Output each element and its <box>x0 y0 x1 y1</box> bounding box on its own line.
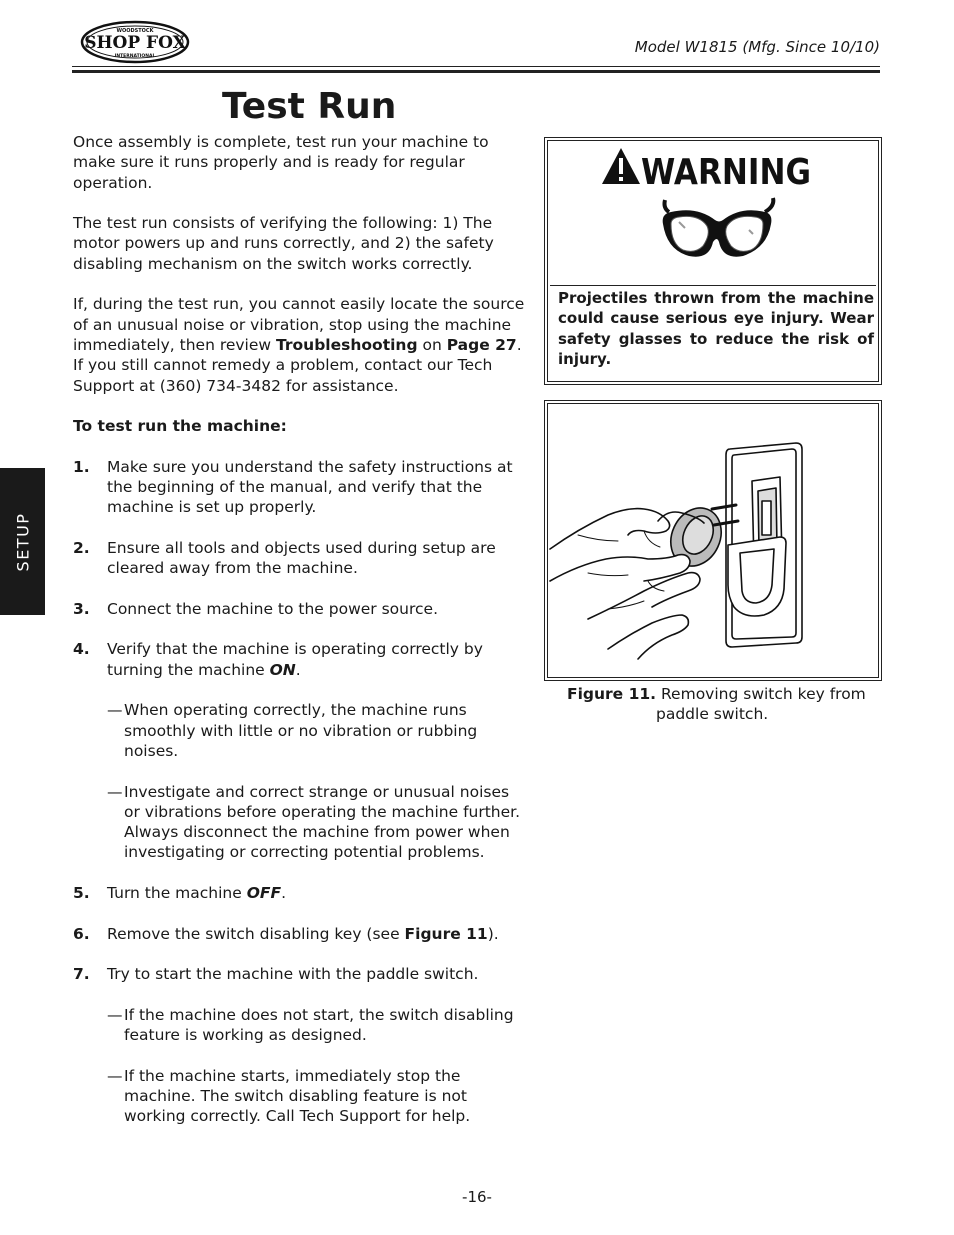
shop-fox-logo <box>80 20 190 68</box>
step-number: 7. <box>73 965 90 984</box>
figure-caption-line-2: paddle switch. <box>656 705 769 724</box>
page-title: Test Run <box>222 86 397 127</box>
step-text: Try to start the machine with the paddle switch. <box>107 965 479 984</box>
tech-support-text: If you still cannot remedy a problem, contact our Tech Support at (360) 734-3482 for assistance. <box>73 356 493 395</box>
figure-ref: Figure 11 <box>404 924 488 943</box>
logo-top-text: WOODSTOCK <box>116 28 154 34</box>
step-4-note-1 <box>73 700 525 761</box>
period: . <box>281 883 286 902</box>
header-rule-thin <box>72 66 880 67</box>
model-label: Model W1815 (Mfg. Since 10/10) <box>634 38 880 56</box>
step-5 <box>73 883 525 903</box>
step-7-note-2 <box>73 1066 525 1127</box>
step-3 <box>73 599 525 619</box>
figure-caption-text: Removing switch key from <box>660 685 866 703</box>
troubleshooting-text-on: on <box>417 335 447 354</box>
step-4 <box>73 639 525 680</box>
step-number: 5. <box>73 883 90 902</box>
off-label: OFF <box>246 883 282 902</box>
step-text: Ensure all tools and objects used during setup are cleared away from the machine. <box>107 538 496 578</box>
step-number: 3. <box>73 599 90 618</box>
note-text: When operating correctly, the machine runs smoothly with little or no vibration or rubbing noises. <box>124 701 478 760</box>
intro-paragraph: Once assembly is complete, test run your machine to make sure it runs properly and is ready for regular operation. <box>73 133 489 192</box>
step-6 <box>73 924 525 944</box>
period: . <box>516 335 522 354</box>
dash: — <box>107 701 123 720</box>
step-text-end: ). <box>487 924 499 943</box>
header-rule-thick <box>72 70 880 73</box>
step-text: Make sure you understand the safety instructions at the beginning of the manual, and verify that the machine is set up properly. <box>107 457 513 517</box>
figure-11-box <box>544 400 882 681</box>
step-1 <box>73 457 525 518</box>
warning-separator <box>550 285 876 286</box>
warning-heading-text: WARNING <box>641 152 811 193</box>
note-text: Investigate and correct strange or unusual noises or vibrations before operating the machine further. Always disconnect the machine from power when investigating or correcting potential problems. <box>124 782 521 862</box>
body-column <box>73 132 525 1147</box>
figure-caption-line-1 <box>567 684 887 704</box>
step-4-note-2 <box>73 782 525 863</box>
step-text: Verify that the machine is operating correctly by turning the machine <box>107 640 483 679</box>
page-number: -16- <box>462 1188 492 1206</box>
step-7-note-1 <box>73 1005 525 1046</box>
on-label: ON <box>269 660 296 679</box>
step-text: Remove the switch disabling key (see <box>107 924 405 943</box>
step-text: Connect the machine to the power source. <box>107 599 439 618</box>
dash: — <box>107 1005 123 1024</box>
procedure-heading-text: To test run the machine: <box>73 417 287 436</box>
period: . <box>295 660 301 679</box>
step-2 <box>73 538 525 579</box>
warning-box <box>544 137 882 385</box>
troubleshooting-paragraph <box>73 294 525 395</box>
warning-text: Projectiles thrown from the machine could cause serious eye injury. Wear safety glasses to reduce the risk of injury. <box>558 289 874 368</box>
step-number: 4. <box>73 640 90 659</box>
dash: — <box>107 1066 123 1085</box>
hand-removing-switch-key-illustration <box>548 409 874 675</box>
figure-caption <box>567 684 887 725</box>
section-tab <box>0 468 45 615</box>
procedure-heading <box>73 416 525 436</box>
dash: — <box>107 782 123 801</box>
note-text: If the machine does not start, the switch disabling feature is working as designed. <box>124 1005 514 1045</box>
step-number: 6. <box>73 924 90 943</box>
step-number: 1. <box>73 457 90 476</box>
test-run-description: The test run consists of verifying the following: 1) The motor powers up and runs correctly, and 2) the safety disabling mechanism on the switch works correctly. <box>73 214 494 273</box>
safety-glasses-icon <box>657 196 777 275</box>
step-7 <box>73 964 525 984</box>
warning-heading <box>601 146 816 192</box>
logo-wordmark: SHOP FOX <box>84 33 186 53</box>
logo-bottom-text: INTERNATIONAL <box>114 54 156 59</box>
page-ref: Page 27 <box>446 335 517 354</box>
troubleshooting-text: If, during the test run, you cannot easily locate the source of an unusual noise or vibration, stop using the machine immediately, then review <box>73 295 525 354</box>
note-text: If the machine starts, immediately stop the machine. The switch disabling feature is not working correctly. Call Tech Support for help. <box>124 1066 471 1126</box>
figure-label: Figure 11. <box>567 685 657 703</box>
section-tab-label: SETUP <box>13 512 32 571</box>
troubleshooting-ref: Troubleshooting <box>276 335 418 354</box>
step-number: 2. <box>73 538 90 557</box>
step-text: Turn the machine <box>107 883 247 902</box>
